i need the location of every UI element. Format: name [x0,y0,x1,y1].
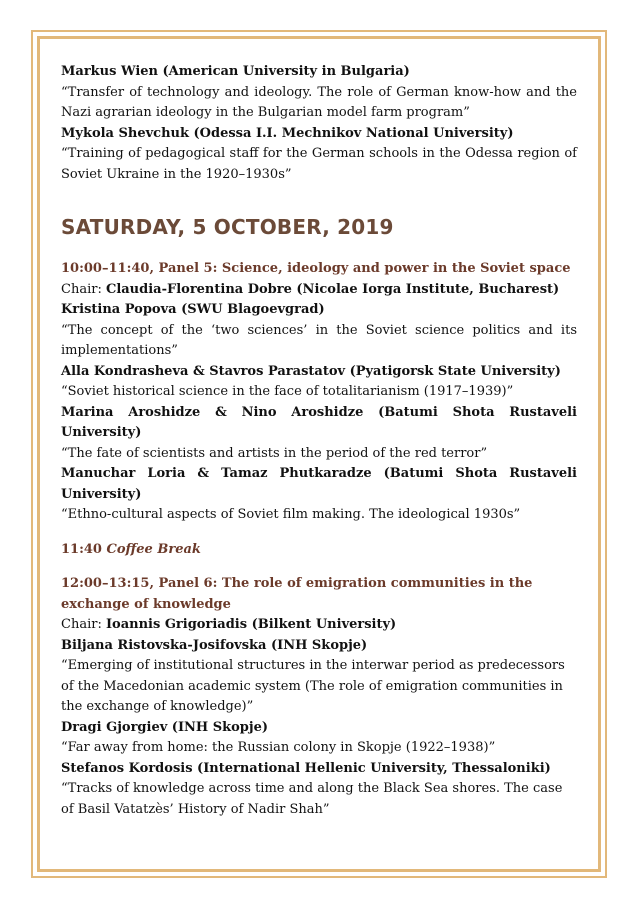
coffee-break [61,540,577,561]
speaker-name: Dragi Gjorgiev (INH Skopje) [61,719,269,735]
speaker-name: Alla Kondrasheva & Stavros Parastatov (Pyatigorsk State University) [61,363,561,379]
talk-entry [61,124,577,186]
talk-title: “Ethno-cultural aspects of Soviet film making. The ideological 1930s” [61,507,521,522]
speaker-name: Markus Wien (American University in Bulgaria) [61,64,410,79]
talk-entry [61,362,577,403]
talk-title: “Transfer of technology and ideology. The role of German know-how and the Nazi agrarian ideology in the Bulgarian model farm program” [61,84,577,120]
panel-chair [61,615,577,636]
chair-label: Chair: [61,281,106,297]
talk-title: “Soviet historical science in the face of totalitarianism (1917–1939)” [61,384,514,399]
panel-6 [61,574,577,820]
day-heading: SATURDAY, 5 OCTOBER, 2019 [61,215,394,239]
talk-entry [61,300,577,362]
talk-title: “The fate of scientists and artists in the period of the red terror” [61,445,488,461]
coffee-label: Coffee Break [106,541,201,557]
speaker-name: Manuchar Loria & Tamaz Phutkaradze (Batumi Shota Rustaveli University) [61,466,577,502]
panel-chair [61,280,577,301]
chair-name: Claudia-Florentina Dobre (Nicolae Iorga Institute, Bucharest) [105,281,560,297]
talk-title: “Emerging of institutional structures in the interwar period as predecessors of the Macedonian academic system (The role of emigration communities in the exchange of knowledge)” [61,658,565,714]
talk-title: “Tracks of knowledge across time and along the Black Sea shores. The case of Basil Vatatzès’ History of Nadir Shah” [61,781,563,817]
panel-heading: 12:00–13:15, Panel 6: The role of emigration communities in the exchange of knowledge [61,576,533,612]
panel-heading: 10:00–11:40, Panel 5: Science, ideology and power in the Soviet space [61,261,571,276]
talk-entry [61,718,577,759]
speaker-name: Biljana Ristovska-Josifovska (INH Skopje) [61,637,368,653]
panel-5 [61,259,577,526]
talk-entry [61,403,577,465]
talk-title: “Far away from home: the Russian colony in Skopje (1922–1938)” [61,740,496,755]
speaker-name: Kristina Popova (SWU Blagoevgrad) [61,302,325,317]
speaker-name: Stefanos Kordosis (International Hellenic University, Thessaloniki) [61,760,551,776]
chair-name: Ioannis Grigoriadis (Bilkent University) [105,617,397,632]
talk-title: “The concept of the ‘two sciences’ in the Soviet science politics and its implementations” [61,322,577,358]
talk-title: “Training of pedagogical staff for the German schools in the Odessa region of Soviet Ukraine in the 1920–1930s” [61,146,577,182]
talk-entry [61,62,577,124]
coffee-time: 11:40 [61,541,107,557]
program-content [61,62,577,820]
talk-entry [61,464,577,526]
talk-entry [61,759,577,821]
chair-label: Chair: [61,617,106,632]
speaker-name: Mykola Shevchuk (Odessa I.I. Mechnikov National University) [61,125,514,141]
speaker-name: Marina Aroshidze & Nino Aroshidze (Batumi Shota Rustaveli University) [61,404,577,440]
talk-entry [61,636,577,718]
